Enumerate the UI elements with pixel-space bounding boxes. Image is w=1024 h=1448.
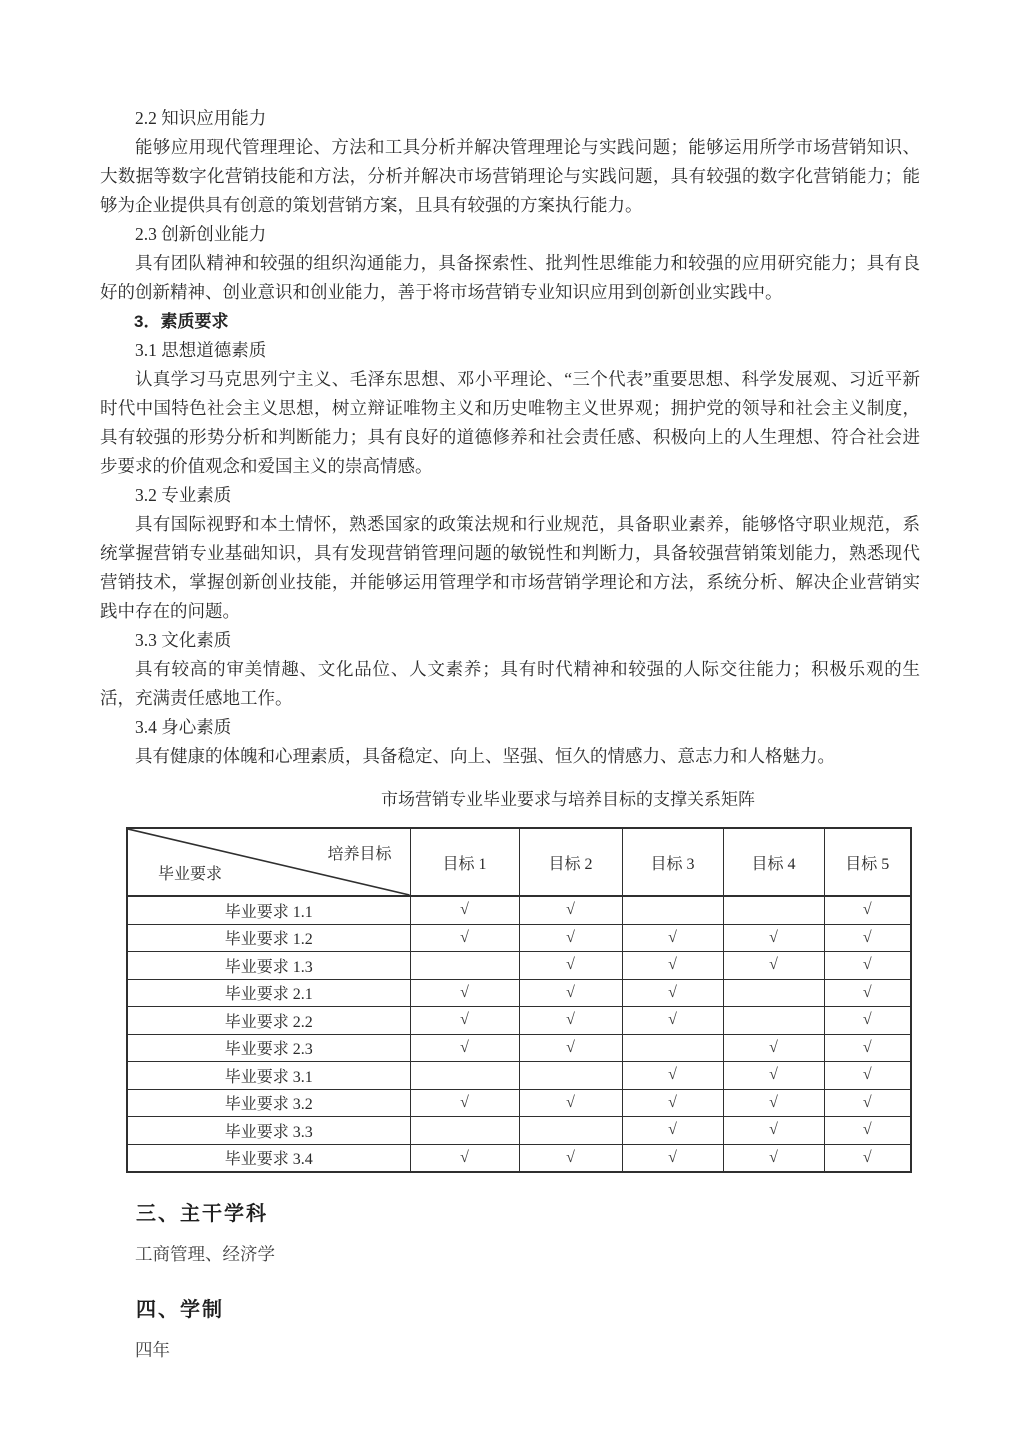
row-label: 毕业要求 3.4 xyxy=(127,1144,410,1172)
row-label: 毕业要求 3.1 xyxy=(127,1062,410,1090)
column-header-goal-2: 目标 2 xyxy=(519,828,622,896)
check-cell xyxy=(622,896,723,924)
main-disciplines-text: 工商管理、经济学 xyxy=(135,1244,275,1264)
corner-header-cell xyxy=(127,828,410,896)
check-cell: √ xyxy=(723,1062,824,1090)
check-cell: √ xyxy=(622,1144,723,1172)
paragraph-2-3: 具有团队精神和较强的组织沟通能力，具备探索性、批判性思维能力和较强的应用研究能力；具有良好的创新精神、创业意识和创业能力，善于将市场营销专业知识应用到创新创业实践中。 xyxy=(100,253,920,302)
row-label: 毕业要求 2.3 xyxy=(127,1034,410,1062)
column-header-goal-1: 目标 1 xyxy=(410,828,519,896)
check-cell: √ xyxy=(410,1144,519,1172)
check-cell xyxy=(622,1034,723,1062)
check-cell: √ xyxy=(723,924,824,952)
study-duration-text: 四年 xyxy=(135,1340,170,1360)
check-cell: √ xyxy=(519,1144,622,1172)
matrix-table-title: 市场营销专业毕业要求与培养目标的支撑关系矩阵 xyxy=(381,790,755,809)
check-cell: √ xyxy=(824,1062,911,1090)
table-row xyxy=(127,924,911,952)
table-row xyxy=(127,1062,911,1090)
table-row xyxy=(127,1117,911,1145)
paragraph-3-1: 认真学习马克思列宁主义、毛泽东思想、邓小平理论、“三个代表”重要思想、科学发展观、习近平新时代中国特色社会主义思想，树立辩证唯物主义和历史唯物主义世界观；拥护党的领导和社会主义制度，具有较强的形势分析和判断能力；具有良好的道德修养和社会责任感、积极向上的人生理想、符合社会进步要求的价值观念和爱国主义的崇高情感。 xyxy=(100,369,920,476)
heading-2-3: 2.3 创新创业能力 xyxy=(135,224,267,244)
table-header-row xyxy=(127,828,911,896)
check-cell: √ xyxy=(824,952,911,980)
check-cell: √ xyxy=(519,952,622,980)
check-cell: √ xyxy=(723,1089,824,1117)
row-label: 毕业要求 3.3 xyxy=(127,1117,410,1145)
check-cell: √ xyxy=(622,1089,723,1117)
check-cell: √ xyxy=(622,1062,723,1090)
support-matrix-table xyxy=(126,827,912,1173)
check-cell: √ xyxy=(410,896,519,924)
check-cell: √ xyxy=(410,1089,519,1117)
heading-3-1: 3.1 思想道德素质 xyxy=(135,340,267,360)
check-cell: √ xyxy=(519,1089,622,1117)
row-label: 毕业要求 1.3 xyxy=(127,952,410,980)
check-cell: √ xyxy=(824,1089,911,1117)
corner-label-requirements: 毕业要求 xyxy=(158,866,223,883)
check-cell: √ xyxy=(622,1007,723,1035)
row-label: 毕业要求 1.2 xyxy=(127,924,410,952)
check-cell: √ xyxy=(410,1007,519,1035)
check-cell: √ xyxy=(723,1117,824,1145)
check-cell: √ xyxy=(723,952,824,980)
heading-3-2: 3.2 专业素质 xyxy=(135,485,232,505)
check-cell: √ xyxy=(824,924,911,952)
column-header-goal-4: 目标 4 xyxy=(723,828,824,896)
check-cell xyxy=(410,952,519,980)
check-cell xyxy=(723,1007,824,1035)
check-cell xyxy=(723,896,824,924)
heading-main-disciplines: 三、主干学科 xyxy=(136,1203,268,1225)
row-label: 毕业要求 2.1 xyxy=(127,979,410,1007)
check-cell: √ xyxy=(519,896,622,924)
check-cell xyxy=(410,1117,519,1145)
paragraph-3-2: 具有国际视野和本土情怀，熟悉国家的政策法规和行业规范，具备职业素养，能够恪守职业规范，系统掌握营销专业基础知识，具有发现营销管理问题的敏锐性和判断力，具备较强营销策划能力，熟悉现代营销技术，掌握创新创业技能，并能够运用管理学和市场营销学理论和方法，系统分析、解决企业营销实践中存在的问题。 xyxy=(100,514,920,621)
paragraph-2-2: 能够应用现代管理理论、方法和工具分析并解决管理理论与实践问题；能够运用所学市场营销知识、大数据等数字化营销技能和方法，分析并解决市场营销理论与实践问题，具有较强的数字化营销能力；能够为企业提供具有创意的策划营销方案，且具有较强的方案执行能力。 xyxy=(100,137,920,215)
row-label: 毕业要求 3.2 xyxy=(127,1089,410,1117)
corner-label-objectives: 培养目标 xyxy=(327,846,392,863)
check-cell: √ xyxy=(824,896,911,924)
check-cell: √ xyxy=(410,1034,519,1062)
heading-3-4: 3.4 身心素质 xyxy=(135,717,232,737)
check-cell: √ xyxy=(622,924,723,952)
paragraph-3-3: 具有较高的审美情趣、文化品位、人文素养；具有时代精神和较强的人际交往能力；积极乐观的生活，充满责任感地工作。 xyxy=(100,659,920,708)
table-row xyxy=(127,979,911,1007)
heading-3: 3．素质要求 xyxy=(134,312,229,331)
column-header-goal-5: 目标 5 xyxy=(824,828,911,896)
check-cell: √ xyxy=(723,1144,824,1172)
table-row xyxy=(127,1089,911,1117)
check-cell xyxy=(519,1062,622,1090)
check-cell xyxy=(723,979,824,1007)
check-cell: √ xyxy=(410,924,519,952)
check-cell: √ xyxy=(622,1117,723,1145)
check-cell: √ xyxy=(824,1117,911,1145)
check-cell xyxy=(410,1062,519,1090)
check-cell: √ xyxy=(824,1007,911,1035)
heading-3-3: 3.3 文化素质 xyxy=(135,630,232,650)
heading-2-2: 2.2 知识应用能力 xyxy=(135,108,267,128)
check-cell: √ xyxy=(824,1034,911,1062)
check-cell: √ xyxy=(519,979,622,1007)
check-cell: √ xyxy=(723,1034,824,1062)
check-cell: √ xyxy=(410,979,519,1007)
check-cell: √ xyxy=(519,1007,622,1035)
row-label: 毕业要求 1.1 xyxy=(127,896,410,924)
table-row xyxy=(127,1034,911,1062)
check-cell: √ xyxy=(519,924,622,952)
check-cell: √ xyxy=(622,979,723,1007)
paragraph-3-4: 具有健康的体魄和心理素质，具备稳定、向上、坚强、恒久的情感力、意志力和人格魅力。 xyxy=(135,746,835,766)
check-cell: √ xyxy=(519,1034,622,1062)
column-header-goal-3: 目标 3 xyxy=(622,828,723,896)
check-cell: √ xyxy=(622,952,723,980)
table-row xyxy=(127,952,911,980)
table-row xyxy=(127,1007,911,1035)
check-cell: √ xyxy=(824,1144,911,1172)
table-row xyxy=(127,896,911,924)
check-cell xyxy=(519,1117,622,1145)
check-cell: √ xyxy=(824,979,911,1007)
row-label: 毕业要求 2.2 xyxy=(127,1007,410,1035)
heading-study-duration: 四、学制 xyxy=(136,1299,224,1321)
table-row xyxy=(127,1144,911,1172)
document-content xyxy=(100,104,920,1365)
